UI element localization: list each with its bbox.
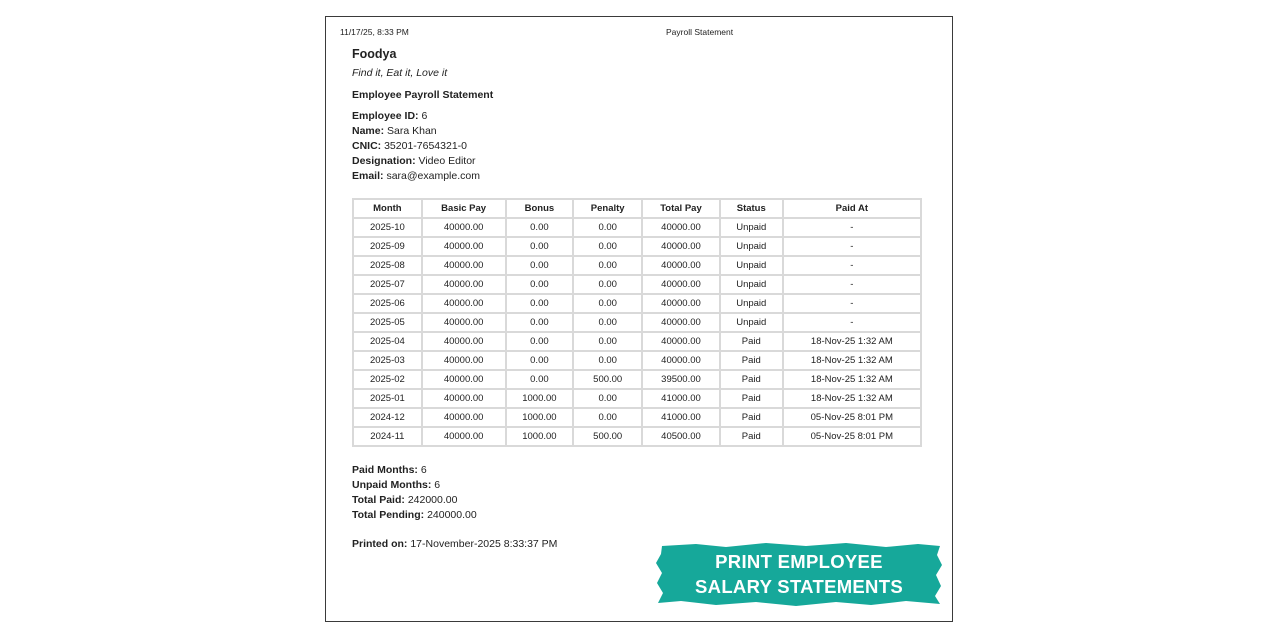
cell-penalty: 500.00 — [573, 370, 642, 389]
cell-penalty: 0.00 — [573, 275, 642, 294]
table-row — [353, 294, 921, 313]
cell-paid-at: - — [783, 313, 921, 332]
cell-total-pay: 40500.00 — [642, 427, 720, 446]
cell-total-pay: 40000.00 — [642, 351, 720, 370]
cell-penalty: 0.00 — [573, 294, 642, 313]
employee-name-line — [352, 124, 932, 139]
table-row — [353, 351, 921, 370]
company-tagline: Find it, Eat it, Love it — [352, 67, 448, 79]
table-row — [353, 389, 921, 408]
table-row — [353, 408, 921, 427]
promo-banner — [656, 541, 942, 607]
cell-status: Unpaid — [720, 294, 783, 313]
employee-id-value: 6 — [421, 110, 428, 122]
cell-penalty: 0.00 — [573, 408, 642, 427]
cell-paid-at: 18-Nov-25 1:32 AM — [783, 351, 921, 370]
cell-bonus: 0.00 — [506, 237, 574, 256]
statement-title: Employee Payroll Statement — [352, 89, 494, 101]
cell-paid-at: 05-Nov-25 8:01 PM — [783, 408, 921, 427]
col-header-bonus: Bonus — [506, 199, 574, 218]
unpaid-months-line — [352, 478, 932, 493]
cell-total-pay: 40000.00 — [642, 237, 720, 256]
col-header-status: Status — [720, 199, 783, 218]
employee-cnic-label: CNIC: — [352, 140, 382, 152]
col-header-paid-at: Paid At — [783, 199, 921, 218]
paid-months-value: 6 — [420, 464, 427, 476]
cell-basic-pay: 40000.00 — [422, 332, 506, 351]
employee-designation-line — [352, 154, 932, 169]
cell-total-pay: 40000.00 — [642, 294, 720, 313]
statement-content — [352, 47, 932, 550]
cell-penalty: 0.00 — [573, 389, 642, 408]
cell-month: 2025-06 — [353, 294, 422, 313]
cell-paid-at: 18-Nov-25 1:32 AM — [783, 389, 921, 408]
employee-cnic-value: 35201-7654321-0 — [384, 140, 468, 152]
cell-bonus: 0.00 — [506, 275, 574, 294]
print-header — [340, 27, 938, 39]
employee-cnic-line — [352, 139, 932, 154]
cell-month: 2025-09 — [353, 237, 422, 256]
cell-month: 2025-01 — [353, 389, 422, 408]
table-row — [353, 370, 921, 389]
cell-bonus: 0.00 — [506, 351, 574, 370]
cell-total-pay: 40000.00 — [642, 313, 720, 332]
cell-bonus: 0.00 — [506, 332, 574, 351]
cell-month: 2024-12 — [353, 408, 422, 427]
statement-page — [325, 16, 953, 622]
cell-basic-pay: 40000.00 — [422, 389, 506, 408]
payroll-summary — [352, 463, 932, 523]
cell-penalty: 0.00 — [573, 256, 642, 275]
cell-month: 2025-07 — [353, 275, 422, 294]
employee-id-line — [352, 109, 932, 124]
cell-penalty: 0.00 — [573, 332, 642, 351]
print-title: Payroll Statement — [666, 27, 734, 37]
employee-designation-value: Video Editor — [418, 155, 476, 167]
total-paid-label: Total Paid: — [352, 494, 405, 506]
cell-basic-pay: 40000.00 — [422, 275, 506, 294]
company-name: Foodya — [352, 47, 397, 61]
printed-on-value: 17-November-2025 8:33:37 PM — [410, 538, 558, 550]
payroll-table — [352, 198, 922, 447]
cell-paid-at: - — [783, 256, 921, 275]
total-pending-line — [352, 508, 932, 523]
cell-paid-at: 18-Nov-25 1:32 AM — [783, 332, 921, 351]
cell-basic-pay: 40000.00 — [422, 313, 506, 332]
employee-email-line — [352, 169, 932, 184]
cell-bonus: 1000.00 — [506, 427, 574, 446]
cell-month: 2024-11 — [353, 427, 422, 446]
table-row — [353, 256, 921, 275]
employee-name-value: Sara Khan — [387, 125, 437, 137]
employee-email-label: Email: — [352, 170, 384, 182]
col-header-basic-pay: Basic Pay — [422, 199, 506, 218]
cell-total-pay: 40000.00 — [642, 275, 720, 294]
cell-penalty: 0.00 — [573, 313, 642, 332]
cell-status: Unpaid — [720, 256, 783, 275]
total-paid-value: 242000.00 — [407, 494, 458, 506]
cell-month: 2025-03 — [353, 351, 422, 370]
cell-paid-at: - — [783, 294, 921, 313]
cell-bonus: 1000.00 — [506, 408, 574, 427]
total-pending-value: 240000.00 — [427, 509, 477, 521]
unpaid-months-label: Unpaid Months: — [352, 479, 432, 491]
cell-total-pay: 40000.00 — [642, 332, 720, 351]
table-header-row — [353, 199, 921, 218]
cell-total-pay: 40000.00 — [642, 256, 720, 275]
cell-status: Unpaid — [720, 313, 783, 332]
employee-name-label: Name: — [352, 125, 385, 137]
cell-status: Paid — [720, 427, 783, 446]
cell-basic-pay: 40000.00 — [422, 427, 506, 446]
banner-line-2: SALARY STATEMENTS — [695, 576, 903, 597]
cell-status: Paid — [720, 351, 783, 370]
cell-bonus: 1000.00 — [506, 389, 574, 408]
table-row — [353, 427, 921, 446]
cell-month: 2025-04 — [353, 332, 422, 351]
cell-month: 2025-02 — [353, 370, 422, 389]
employee-email-value: sara@example.com — [386, 170, 480, 182]
cell-paid-at: - — [783, 275, 921, 294]
cell-paid-at: 18-Nov-25 1:32 AM — [783, 370, 921, 389]
cell-status: Unpaid — [720, 237, 783, 256]
cell-total-pay: 41000.00 — [642, 389, 720, 408]
cell-penalty: 0.00 — [573, 237, 642, 256]
paid-months-line — [352, 463, 932, 478]
cell-penalty: 500.00 — [573, 427, 642, 446]
print-datetime: 11/17/25, 8:33 PM — [340, 27, 409, 37]
cell-paid-at: 05-Nov-25 8:01 PM — [783, 427, 921, 446]
cell-basic-pay: 40000.00 — [422, 408, 506, 427]
table-row — [353, 275, 921, 294]
cell-bonus: 0.00 — [506, 294, 574, 313]
employee-id-label: Employee ID: — [352, 110, 419, 122]
employee-info — [352, 109, 932, 184]
cell-basic-pay: 40000.00 — [422, 218, 506, 237]
cell-bonus: 0.00 — [506, 313, 574, 332]
cell-status: Unpaid — [720, 218, 783, 237]
payroll-table-body — [353, 218, 921, 446]
cell-paid-at: - — [783, 237, 921, 256]
cell-basic-pay: 40000.00 — [422, 351, 506, 370]
cell-basic-pay: 40000.00 — [422, 370, 506, 389]
cell-basic-pay: 40000.00 — [422, 237, 506, 256]
cell-bonus: 0.00 — [506, 256, 574, 275]
cell-status: Paid — [720, 408, 783, 427]
cell-bonus: 0.00 — [506, 218, 574, 237]
cell-penalty: 0.00 — [573, 351, 642, 370]
cell-total-pay: 39500.00 — [642, 370, 720, 389]
cell-month: 2025-10 — [353, 218, 422, 237]
col-header-total-pay: Total Pay — [642, 199, 720, 218]
cell-status: Paid — [720, 332, 783, 351]
table-row — [353, 313, 921, 332]
table-row — [353, 237, 921, 256]
unpaid-months-value: 6 — [434, 479, 441, 491]
table-row — [353, 332, 921, 351]
col-header-month: Month — [353, 199, 422, 218]
cell-status: Unpaid — [720, 275, 783, 294]
banner-line-1: PRINT EMPLOYEE — [715, 551, 883, 572]
cell-penalty: 0.00 — [573, 218, 642, 237]
cell-month: 2025-05 — [353, 313, 422, 332]
cell-total-pay: 40000.00 — [642, 218, 720, 237]
cell-basic-pay: 40000.00 — [422, 294, 506, 313]
total-paid-line — [352, 493, 932, 508]
cell-bonus: 0.00 — [506, 370, 574, 389]
cell-month: 2025-08 — [353, 256, 422, 275]
printed-on-label: Printed on: — [352, 538, 408, 550]
col-header-penalty: Penalty — [573, 199, 642, 218]
cell-status: Paid — [720, 389, 783, 408]
employee-designation-label: Designation: — [352, 155, 416, 167]
cell-total-pay: 41000.00 — [642, 408, 720, 427]
paid-months-label: Paid Months: — [352, 464, 418, 476]
table-row — [353, 218, 921, 237]
cell-paid-at: - — [783, 218, 921, 237]
total-pending-label: Total Pending: — [352, 509, 425, 521]
cell-status: Paid — [720, 370, 783, 389]
cell-basic-pay: 40000.00 — [422, 256, 506, 275]
